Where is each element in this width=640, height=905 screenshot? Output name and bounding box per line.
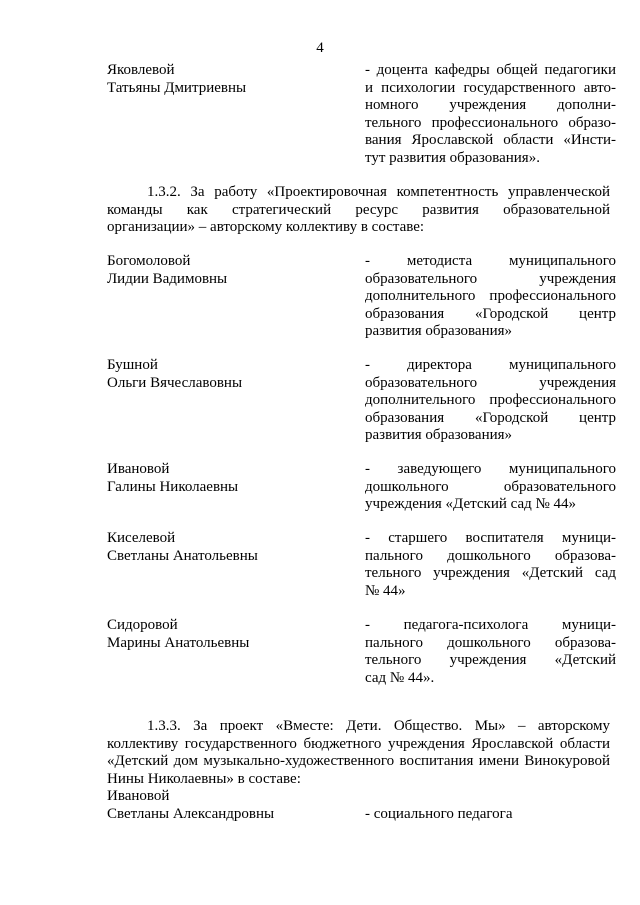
role-line: тельного учреждения «Детский сад	[365, 565, 616, 581]
paragraph-line: организации» – авторскому коллективу в составе:	[107, 219, 425, 235]
name-line: Татьяны Дмитриевны	[107, 79, 247, 96]
role-line: № 44»	[365, 582, 406, 599]
person-name	[107, 253, 347, 288]
role-line: и психологии государственного авто-	[365, 79, 616, 96]
person-role	[365, 461, 616, 514]
paragraph-line: Нины Николаевны» в составе:	[107, 770, 301, 787]
name-line: Богомоловой	[107, 253, 191, 269]
person-name	[107, 788, 347, 823]
name-line: Яковлевой	[107, 62, 175, 78]
role-line: номного учреждения дополни-	[365, 97, 616, 113]
person-name	[107, 357, 347, 392]
role-line: - методиста муниципального	[365, 253, 616, 269]
role-line: образования «Городской центр	[365, 409, 616, 426]
role-line: дошкольного образовательного	[365, 478, 616, 495]
name-line: Светланы Анатольевны	[107, 547, 258, 564]
role-line: учреждения «Детский сад № 44»	[365, 496, 577, 512]
paragraph-line: «Детский дом музыкально-художественного воспитания имени Винокуровой	[107, 753, 610, 769]
name-line: Ивановой	[107, 461, 170, 477]
role-line: вания Ярославской области «Инсти-	[365, 132, 616, 148]
person-role	[365, 357, 616, 445]
role-line: образования «Городской центр	[365, 305, 616, 322]
role-line: развития образования»	[365, 323, 513, 339]
paragraph-line: команды как стратегический ресурс развития образовательной	[107, 201, 610, 218]
role-line: развития образования»	[365, 427, 513, 443]
paragraph-line: 1.3.3. За проект «Вместе: Дети. Общество. Мы» – авторскому	[147, 718, 610, 734]
role-line: сад № 44».	[365, 669, 435, 686]
name-line: Лидии Вадимовны	[107, 270, 228, 287]
role-line: - старшего воспитателя муници-	[365, 530, 616, 546]
name-line: Ивановой	[107, 788, 170, 804]
person-role	[365, 62, 616, 167]
name-line: Бушной	[107, 357, 158, 373]
role-line: образовательного учреждения	[365, 270, 616, 287]
person-name	[107, 530, 347, 565]
role-line: - социального педагога	[365, 805, 513, 822]
role-line: тут развития образования».	[365, 149, 540, 166]
person-name	[107, 617, 347, 652]
name-line: Светланы Александровны	[107, 805, 275, 822]
role-line: дополнительного профессионального	[365, 392, 616, 408]
role-line: тельного учреждения «Детский	[365, 652, 616, 668]
role-line: пального дошкольного образова-	[365, 547, 616, 564]
role-line: образовательного учреждения	[365, 374, 616, 391]
name-line: Марины Анатольевны	[107, 634, 250, 651]
page-number: 4	[316, 40, 324, 56]
name-line: Сидоровой	[107, 617, 178, 633]
person-role	[365, 530, 616, 600]
person-role	[365, 617, 616, 687]
role-line: - педагога-психолога муници-	[365, 617, 616, 633]
name-line: Киселевой	[107, 530, 176, 546]
person-role	[365, 806, 616, 824]
role-line: дополнительного профессионального	[365, 288, 616, 304]
role-line: - доцента кафедры общей педагогики	[365, 62, 616, 78]
role-line: тельного профессионального образо-	[365, 114, 616, 131]
person-name	[107, 62, 347, 97]
person-name	[107, 461, 347, 496]
paragraph-line: коллективу государственного бюджетного учреждения Ярославской области	[107, 735, 610, 752]
name-line: Ольги Вячеславовны	[107, 374, 243, 391]
person-role	[365, 253, 616, 341]
name-line: Галины Николаевны	[107, 478, 239, 495]
role-line: - директора муниципального	[365, 357, 616, 373]
paragraph-1-3-2	[107, 184, 610, 237]
paragraph-line: 1.3.2. За работу «Проектировочная компетентность управленческой	[147, 184, 610, 200]
paragraph-1-3-3	[107, 718, 610, 788]
role-line: - заведующего муниципального	[365, 461, 616, 477]
role-line: пального дошкольного образова-	[365, 634, 616, 651]
